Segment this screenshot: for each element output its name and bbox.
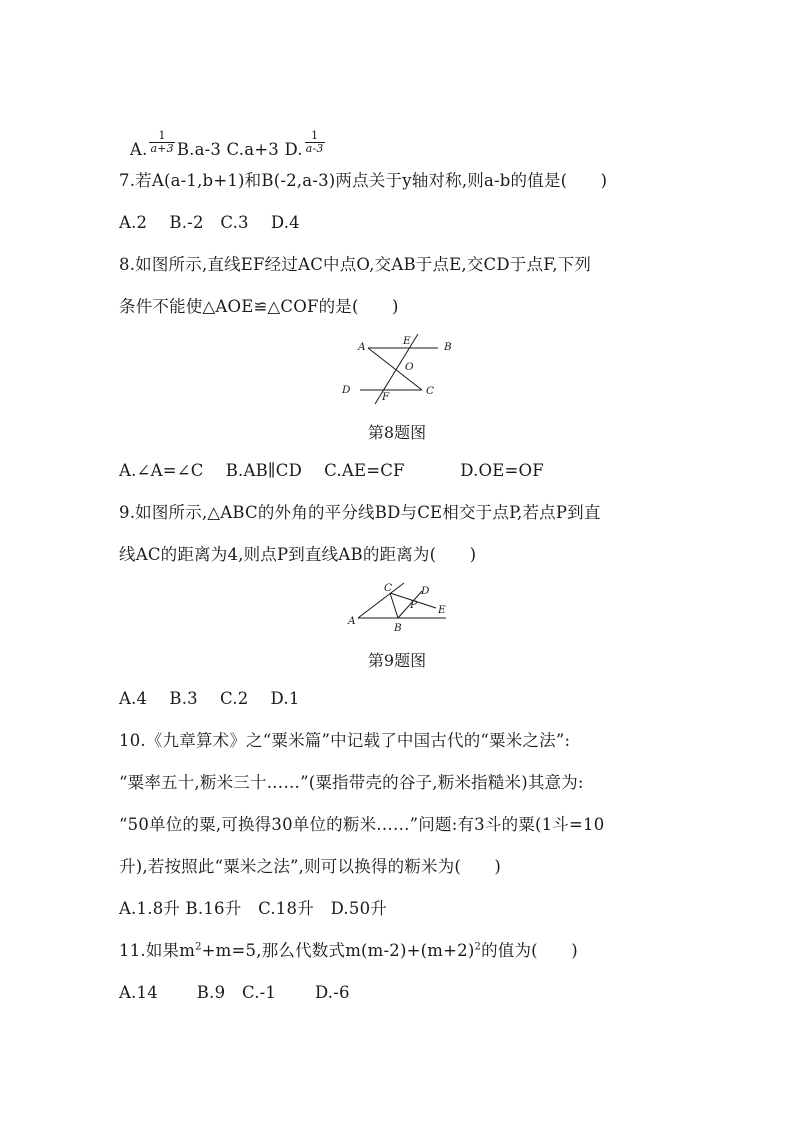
q9-label-c: C	[384, 582, 393, 594]
q6-fraction-a	[149, 130, 174, 155]
q11-stem-part-a: 11.如果m	[119, 941, 196, 960]
q10-stem-line2: “粟率五十,粝米三十……”(粟指带壳的谷子,粝米指糙米)其意为:	[119, 773, 584, 792]
q8-options: A.∠A=∠C B.AB∥CD C.AE=CF D.OE=OF	[119, 461, 544, 480]
q6-option-a-prefix: A.	[129, 140, 148, 159]
q9-stem-line1: 9.如图所示,△ABC的外角的平分线BD与CE相交于点P,若点P到直	[119, 503, 601, 522]
q6-fraction-d-denominator: a-3	[305, 142, 324, 155]
q10-stem-line1: 10.《九章算术》之“粟米篇”中记载了中国古代的“粟米之法”:	[119, 731, 571, 750]
q11-superscript-1: 2	[195, 941, 202, 953]
q8-label-e: E	[403, 335, 411, 347]
q6-fraction-a-denominator: a+3	[150, 142, 174, 155]
q6-fraction-a-numerator: 1	[149, 130, 174, 143]
q8-label-b: B	[444, 341, 452, 353]
q11-superscript-2: 2	[474, 941, 482, 953]
q8-label-o: O	[405, 361, 414, 373]
q7-options: A.2 B.-2 C.3 D.4	[119, 213, 300, 232]
q8-stem-line2: 条件不能使△AOE≌△COF的是( )	[119, 297, 399, 316]
q9-label-e: E	[438, 604, 446, 616]
q9-label-a: A	[348, 615, 356, 627]
q9-label-p: P	[410, 599, 418, 611]
q8-label-d: D	[342, 384, 351, 396]
q9-label-d: D	[421, 585, 430, 597]
q6-fraction-d	[305, 130, 325, 155]
q9-label-b: B	[394, 622, 402, 634]
q11-stem-part-c: 的值为( )	[481, 941, 578, 960]
q6-fraction-d-numerator: 1	[305, 130, 325, 143]
q7-stem: 7.若A(a-1,b+1)和B(-2,a-3)两点关于y轴对称,则a-b的值是( )	[119, 171, 608, 190]
q9-options: A.4 B.3 C.2 D.1	[119, 689, 300, 708]
q8-figure	[330, 328, 470, 406]
q10-stem-line3: “50单位的粟,可换得30单位的粝米……”问题:有3斗的粟(1斗=10	[119, 815, 605, 834]
q11-stem	[119, 940, 578, 962]
q9-figure	[340, 578, 455, 636]
q8-stem-line1: 8.如图所示,直线EF经过AC中点O,交AB于点E,交CD于点F,下列	[119, 255, 592, 274]
q10-stem-line4: 升),若按照此“粟米之法”,则可以换得的粝米为( )	[119, 857, 502, 876]
q8-label-f: F	[382, 391, 390, 403]
q6-options	[119, 116, 327, 163]
q10-options: A.1.8升 B.16升 C.18升 D.50升	[119, 899, 387, 918]
q9-stem-line2: 线AC的距离为4,则点P到直线AB的距离为( )	[119, 545, 477, 564]
q6-options-bc: B.a-3 C.a+3 D.	[176, 140, 303, 159]
q9-line-cb	[390, 593, 398, 618]
q8-caption: 第8题图	[367, 423, 427, 442]
q8-line-ac	[368, 348, 422, 390]
q11-options: A.14 B.9 C.-1 D.-6	[119, 983, 350, 1002]
q9-line-ac	[358, 583, 404, 618]
q9-caption: 第9题图	[367, 651, 427, 670]
q8-label-a: A	[358, 341, 366, 353]
q8-label-c: C	[426, 385, 435, 397]
q11-stem-part-b: +m=5,那么代数式m(m-2)+(m+2)	[201, 941, 475, 960]
